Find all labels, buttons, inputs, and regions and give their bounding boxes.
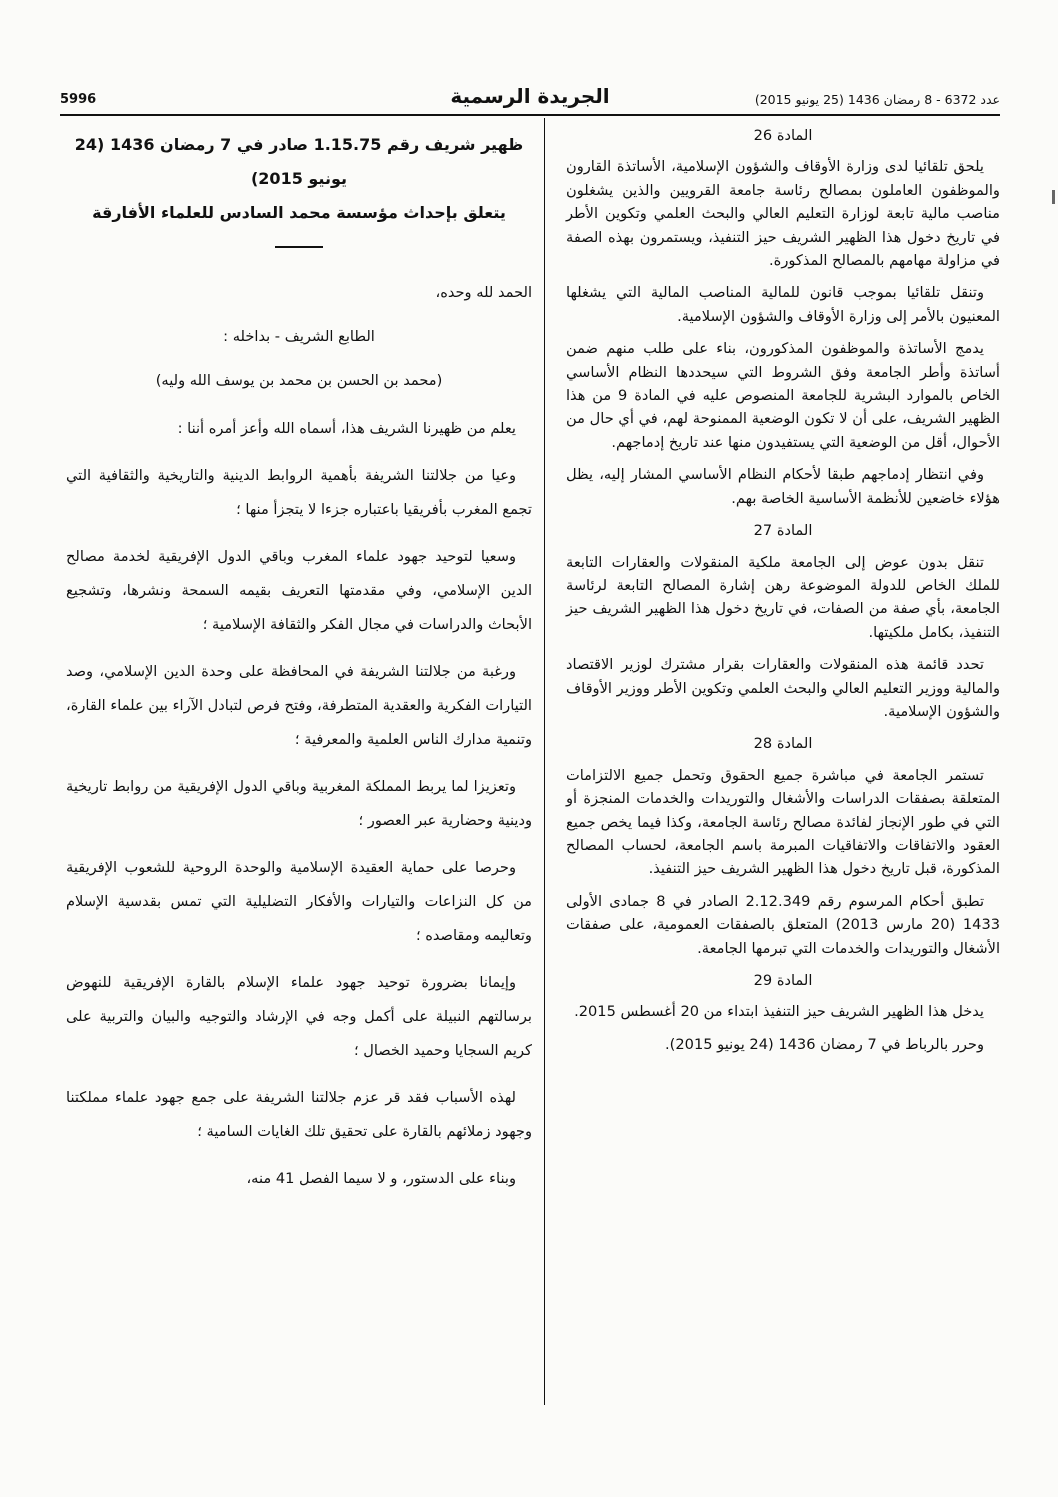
- article-29-heading: المادة 29: [753, 972, 813, 989]
- decree-title-line2: يتعلق بإحداث مؤسسة محمد السادس للعلماء الأفارقة: [92, 203, 506, 222]
- page-number: 5996: [60, 92, 97, 107]
- invocation: الحمد لله وحده،: [435, 284, 532, 301]
- article-paragraph: يدخل هذا الظهير الشريف حيز التنفيذ ابتداء من 20 أغسطس 2015.: [574, 1003, 984, 1021]
- article-paragraph: تطبق أحكام المرسوم رقم 2.12.349 الصادر في 8 جمادى الأولى 1433 (20 مارس 2013) المتعلق بالصفقات العمومية، على صفقات الأشغال والتوريدات والخدمات التي تبرمها الجامعة.: [566, 892, 1001, 957]
- preamble-paragraph: يعلم من ظهيرنا الشريف هذا، أسماه الله وأعز أمره أننا :: [177, 420, 516, 437]
- issue-info: عدد 6372 - 8 رمضان 1436 (25 يونيو 2015): [754, 92, 1000, 107]
- article-27-heading: المادة 27: [753, 522, 813, 540]
- preamble-paragraph: وسعيا لتوحيد جهود علماء المغرب وباقي الدول الإفريقية لخدمة مصالح الدين الإسلامي، وفي مقدمتها التعريف بقيمه السمحة ونشرها، وتشجيع الأبحاث والدراسات في مجال الفكر والثقافة الإسلامية ؛: [66, 548, 532, 633]
- preamble-paragraph: وعيا من جلالتنا الشريفة بأهمية الروابط الدينية والتاريخية والثقافية التي تجمع المغرب بأفريقيا باعتباره جزءا لا يتجزأ منها ؛: [66, 467, 532, 518]
- scan-edge-mark: [1052, 190, 1055, 204]
- royal-seal-name: (محمد بن الحسن بن محمد بن يوسف الله وليه): [155, 372, 443, 389]
- preamble-paragraph: لهذه الأسباب فقد قر عزم جلالتنا الشريفة على جمع جهود علماء مملكتنا وجهود زملائهم بالقارة على تحقيق تلك الغايات السامية ؛: [66, 1089, 532, 1140]
- preamble-paragraph: وتعزيزا لما يربط المملكة المغربية وباقي الدول الإفريقية من روابط تاريخية ودينية وحضارية عبر العصور ؛: [66, 778, 532, 829]
- decree-column: [66, 124, 532, 1209]
- signoff-line: وحرر بالرباط في 7 رمضان 1436 (24 يونيو 2015).: [665, 1035, 984, 1053]
- article-paragraph: وفي انتظار إدماجهم طبقا لأحكام النظام الأساسي المشار إليه، يظل هؤلاء خاضعين للأنظمة الأساسية الخاصة بهم.: [566, 466, 1000, 507]
- preamble-paragraph: ورغبة من جلالتنا الشريفة في المحافظة على وحدة الدين الإسلامي، وصد التيارات الفكرية والعقدية المتطرفة، وفتح فرص لتبادل الآراء بين علماء القارة، وتنمية مدارك الناس العلمية والمعرفية ؛: [66, 663, 532, 748]
- article-paragraph: يلحق تلقائيا لدى وزارة الأوقاف والشؤون الإسلامية، الأساتذة القارون والموظفون العاملون بمصالح رئاسة جامعة القرويين والذين يشغلون مناصب مالية تابعة لوزارة التعليم العالي والبحث العلمي وتكوين الأطر في تاريخ دخول هذا الظهير الشريف حيز التنفيذ، ويستمرون بهذه الصفة في مزاولة مهامهم بالمصالح المذكورة.: [566, 158, 1000, 270]
- decree-title-line1: ظهير شريف رقم 1.15.75 صادر في 7 رمضان 1436 (24 يونيو 2015): [74, 135, 524, 188]
- title-separator: [275, 246, 323, 248]
- header-rule: [60, 114, 1000, 116]
- preamble-paragraph: وحرصا على حماية العقيدة الإسلامية والوحدة الروحية للشعوب الإفريقية من كل النزاعات والتيارات والأفكار التضليلية التي تمس بقدسية الإسلام وتعاليمه ومقاصده ؛: [66, 859, 532, 944]
- decree-title: [66, 128, 532, 230]
- page-header: [60, 84, 1000, 112]
- article-paragraph: يدمج الأساتذة والموظفون المذكورون، بناء على طلب منهم ضمن أساتذة وأطر الجامعة وفق الشروط التي سيحددها النظام الأساسي الخاص بالموارد البشرية للجامعة المنصوص عليه في المادة 9 من هذا الظهير الشريف، على أن لا تكون الوضعية الممنوحة لهم، في أي حال من الأحوال، أقل من الوضعية التي يستفيدون منها عند تاريخ إدماجهم.: [566, 340, 1000, 451]
- article-paragraph: تنقل بدون عوض إلى الجامعة ملكية المنقولات والعقارات التابعة للملك الخاص للدولة الموضوعة رهن إشارة المصالح التابعة لرئاسة الجامعة، بأي صفة من الصفات، في تاريخ دخول هذا الظهير الشريف حيز التنفيذ، بكامل ملكيتها.: [566, 553, 1000, 641]
- preamble-paragraph: وبناء على الدستور، و لا سيما الفصل 41 منه،: [246, 1170, 516, 1187]
- royal-seal-text: الطابع الشريف - بداخله :: [223, 328, 375, 345]
- article-paragraph: وتنقل تلقائيا بموجب قانون للمالية المناصب المالية التي يشغلها المعنيون بالأمر إلى وزارة الأوقاف والشؤون الإسلامية.: [566, 284, 1000, 325]
- column-divider: [544, 118, 545, 1405]
- article-paragraph: تحدد قائمة هذه المنقولات والعقارات بقرار مشترك لوزير الاقتصاد والمالية ووزير التعليم العالي والبحث العلمي وتكوين الأطر ووزير الأوقاف والشؤون الإسلامية.: [566, 656, 1000, 720]
- gazette-title: الجريدة الرسمية: [450, 84, 610, 108]
- article-paragraph: تستمر الجامعة في مباشرة جميع الحقوق وتحمل جميع الالتزامات المتعلقة بصفقات الدراسات والأشغال والتوريدات والخدمات المنجزة أو التي في طور الإنجاز لفائدة مصالح رئاسة الجامعة، وكذا فيما يخص جميع العقود والاتفاقات والاتفاقيات المبرمة باسم الجامعة، لحساب المصالح المذكورة، قبل تاريخ دخول هذا الظهير الشريف حيز التنفيذ.: [566, 766, 1000, 878]
- article-26-heading: المادة 26: [753, 127, 813, 144]
- preamble-paragraph: وإيمانا بضرورة توحيد جهود علماء الإسلام بالقارة الإفريقية للنهوض برسالتهم النبيلة على أكمل وجه في الإرشاد والتوجيه والبيان والتربية على كريم السجايا وحميد الخصال ؛: [66, 974, 532, 1059]
- article-28-heading: المادة 28: [753, 735, 813, 753]
- articles-column: [566, 124, 1000, 1065]
